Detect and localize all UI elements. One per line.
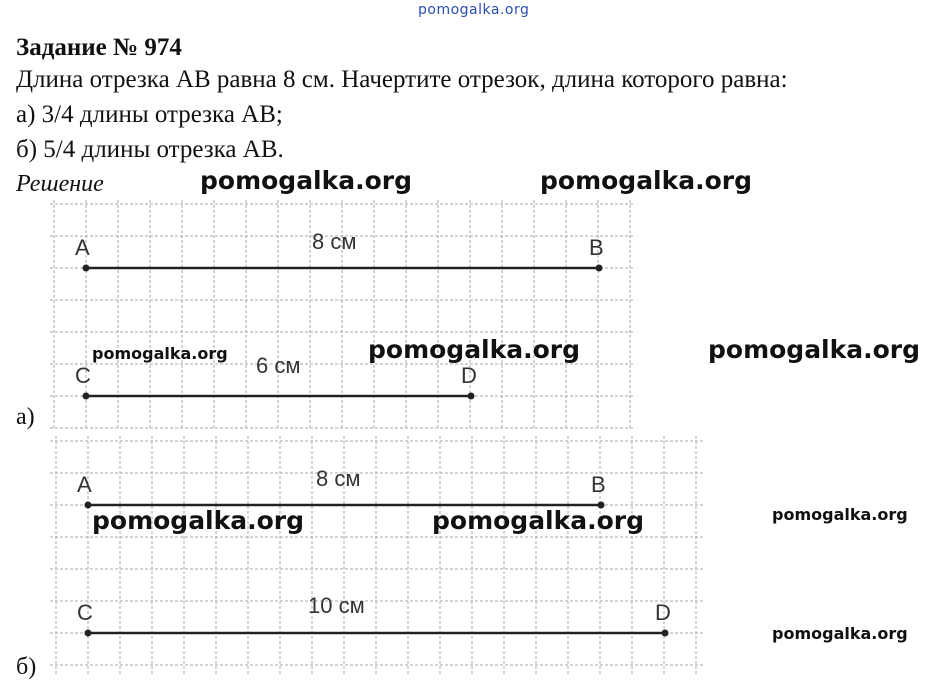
point-b <box>596 265 603 272</box>
label-point-d: D <box>461 363 477 388</box>
part-b-label: б) <box>16 654 37 680</box>
task-item-a: а) 3/4 длины отрезка AB; <box>16 101 283 128</box>
watermark: pomogalka.org <box>540 166 753 195</box>
label-point-b: B <box>589 235 604 260</box>
watermark: pomogalka.org <box>200 166 413 195</box>
point-a <box>85 502 92 509</box>
label-point-c: C <box>75 363 91 388</box>
label-point-a: A <box>77 472 92 497</box>
label-length-ab: 8 см <box>316 466 361 491</box>
task-statement: Длина отрезка AB равна 8 см. Начертите отрезок, длина которого равна: <box>16 66 788 93</box>
point-d <box>662 630 669 637</box>
site-watermark-header: pomogalka.org <box>418 2 530 18</box>
watermark: pomogalka.org <box>772 624 908 643</box>
grid-part-a <box>50 200 635 430</box>
point-c <box>85 630 92 637</box>
point-d <box>468 393 475 400</box>
watermark: pomogalka.org <box>92 344 228 363</box>
point-c <box>83 393 90 400</box>
watermark: pomogalka.org <box>92 506 305 535</box>
grid-part-b <box>50 436 703 674</box>
watermark: pomogalka.org <box>432 506 645 535</box>
watermark: pomogalka.org <box>772 505 908 524</box>
part-a-label: а) <box>16 404 35 430</box>
task-title: Задание № 974 <box>16 34 182 61</box>
label-point-b: B <box>591 472 606 497</box>
watermark: pomogalka.org <box>368 335 581 364</box>
label-point-c: C <box>77 600 93 625</box>
point-a <box>83 265 90 272</box>
label-length-cd: 10 см <box>308 593 365 618</box>
label-length-cd: 6 см <box>256 353 301 378</box>
label-point-a: A <box>75 235 90 260</box>
label-point-d: D <box>655 600 671 625</box>
watermark: pomogalka.org <box>708 335 921 364</box>
solution-label: Решение <box>16 171 104 197</box>
task-item-b: б) 5/4 длины отрезка AB. <box>16 136 284 163</box>
label-length-ab: 8 см <box>312 229 357 254</box>
